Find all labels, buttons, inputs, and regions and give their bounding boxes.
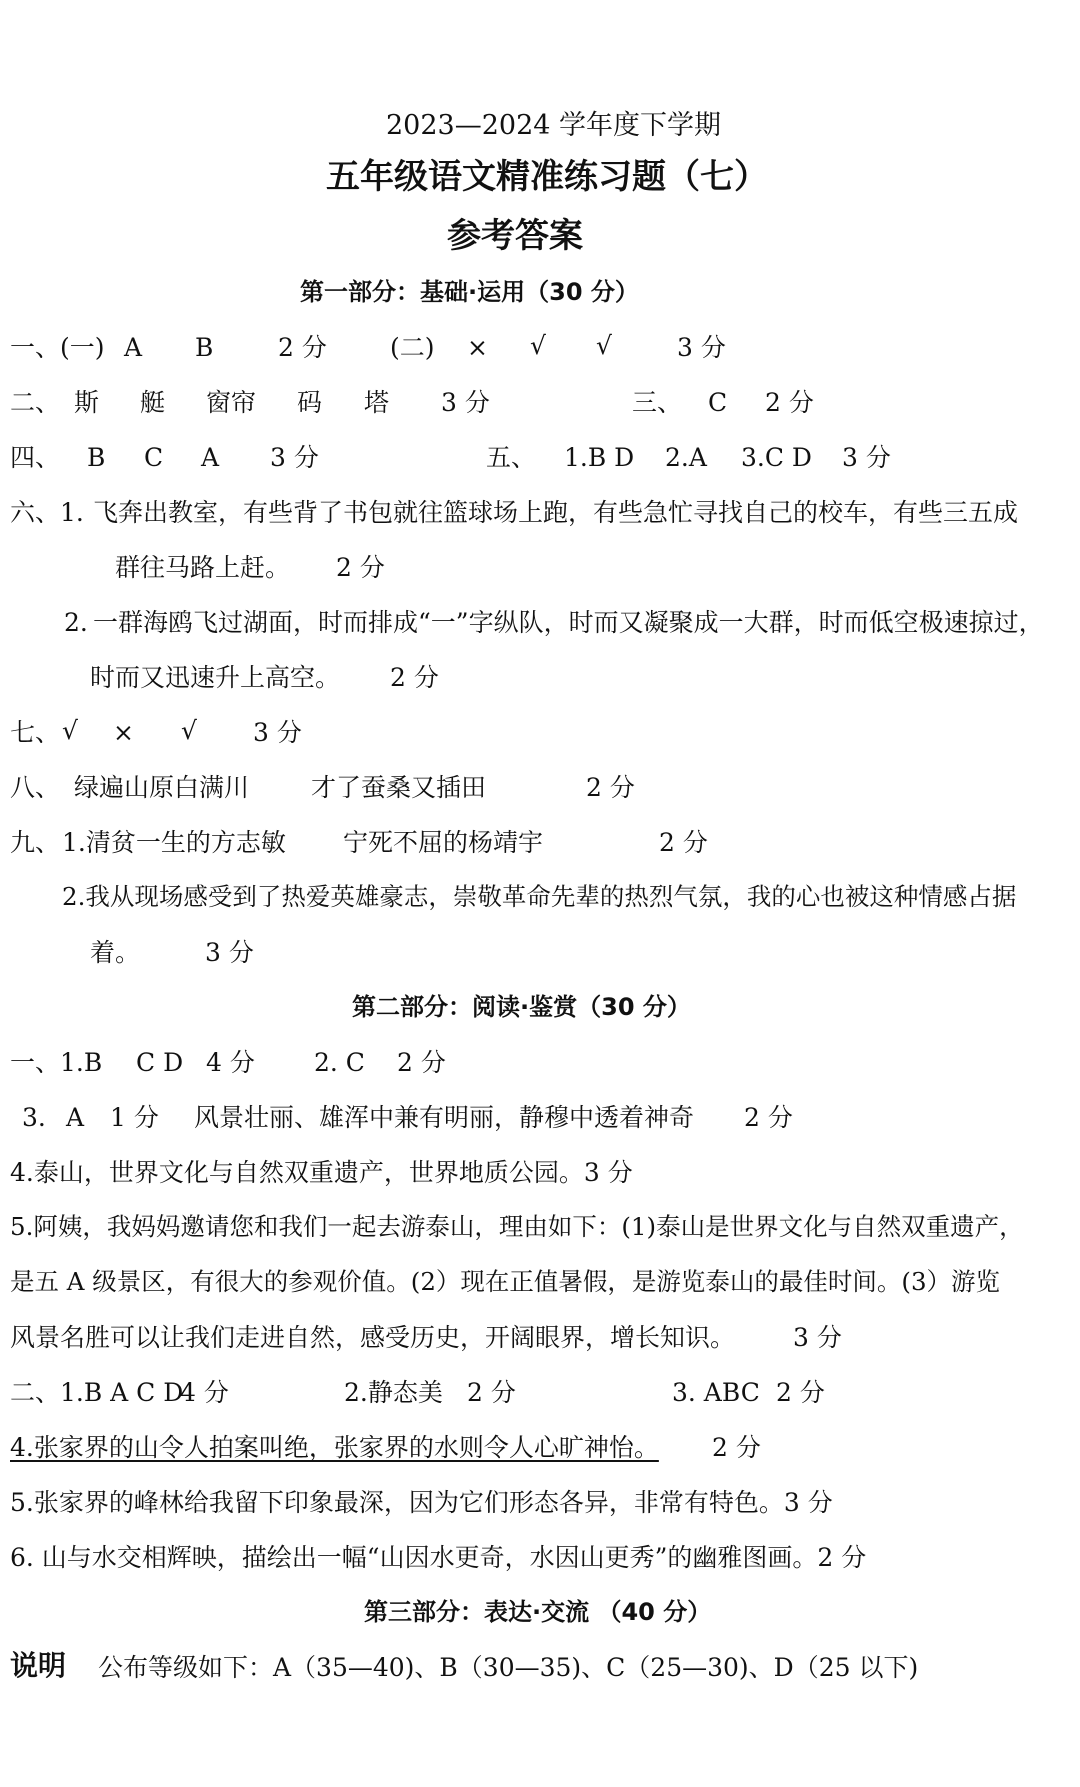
q9-score-2: 3 分 [205,938,254,967]
q2-word-5: 塔 [364,388,390,417]
q9-answer-1: 1.清贫一生的方志敏 [62,828,286,857]
q1-sub2-label: (二) [390,333,435,362]
q9-line-2: 着。 [90,938,141,967]
note-text: 公布等级如下：A（35—40)、B（30—35)、C（25—30)、D（25 以下) [98,1653,919,1682]
r2-answer-text: 风景壮丽、雄浑中兼有明丽，静穆中透着神奇 [194,1103,695,1132]
q1-mark-1: × [467,333,488,362]
q5-score: 3 分 [842,443,891,472]
page-title: 五年级语文精准练习题（七） [326,157,768,197]
r2-score-1: 1 分 [110,1103,159,1132]
r5-answer-1: 二、1.B A C D [10,1378,184,1407]
q6-line-1: 飞奔出教室，有些背了书包就往篮球场上跑，有些急忙寻找自己的校车，有些三五成 [93,498,1019,527]
q4-answer-2: C [144,443,164,472]
q4-label: 四、 [10,443,61,472]
q7-mark-1: √ [62,716,78,745]
q1-label: 一、(一) [10,333,105,362]
q7-label: 七、 [10,718,61,747]
q1-mark-2: √ [530,331,546,360]
r5-score-1: 4 分 [180,1378,229,1407]
r6-answer: 4.张家界的山令人拍案叫绝，张家界的水则令人心旷神怡。 [10,1433,659,1462]
r7-line: 5.张家界的峰林给我留下印象最深，因为它们形态各异，非常有特色。3 分 [10,1488,833,1517]
q6-score-1: 2 分 [336,553,385,582]
q9-line-1: 2.我从现场感受到了热爱英雄豪志，崇敬革命先辈的热烈气氛，我的心也被这种情感占据 [62,882,1017,911]
q7-mark-2: × [113,718,134,747]
q6-line-4: 时而又迅速升上高空。 [90,663,341,692]
r5-answer-2: 2.静态美 [344,1378,443,1407]
q2-word-1: 斯 [74,388,100,417]
r5-answer-3: 3. ABC [672,1378,760,1407]
part2-heading: 第二部分：阅读·鉴赏（30 分） [352,993,691,1021]
q6-line-2: 群往马路上赶。 [115,553,291,582]
r1-label: 一、1.B [10,1048,103,1077]
part3-heading: 第三部分：表达·交流 （40 分） [364,1598,712,1626]
q1-answer-a: A [124,333,143,362]
q3-answer: C [708,388,728,417]
q4-score: 3 分 [270,443,319,472]
q7-score: 3 分 [253,718,302,747]
q4-answer-1: B [87,443,106,472]
q6-label-2: 2. [64,608,88,637]
r2-number: 3. [22,1103,46,1132]
q6-label: 六、1. [10,498,84,527]
r1-score-2: 2 分 [397,1048,446,1077]
q2-word-3: 窗帘 [206,388,257,417]
q1-answer-b: B [195,333,214,362]
r4-line-2: 是五 A 级景区，有很大的参观价值。(2）现在正值暑假，是游览泰山的最佳时间。(3）游览 [10,1267,1001,1296]
r2-score-2: 2 分 [744,1103,793,1132]
q2-word-2: 艇 [140,388,166,417]
q9-label: 九、 [10,828,61,857]
q8-label: 八、 [10,773,61,802]
note-label: 说明 [10,1649,67,1682]
q5-label: 五、 [486,443,537,472]
q3-score: 2 分 [765,388,814,417]
r5-score-3: 2 分 [776,1378,825,1407]
r4-score: 3 分 [793,1323,842,1352]
q2-label: 二、 [10,388,61,417]
r6-score: 2 分 [712,1433,761,1462]
q2-score: 3 分 [441,388,490,417]
q9-score-1: 2 分 [659,828,708,857]
q8-answer-1: 绿遍山原白满川 [74,773,250,802]
r1-answer-2: C D [136,1048,184,1077]
q1-mark-3: √ [596,331,612,360]
q5-answer-2: 2.A [665,443,707,472]
r1-answer-3: 2. C [314,1048,365,1077]
q7-mark-3: √ [181,716,197,745]
q1-score-1: 2 分 [278,333,327,362]
r3-line: 4.泰山，世界文化与自然双重遗产，世界地质公园。3 分 [10,1158,633,1187]
part1-heading: 第一部分：基础·运用（30 分） [300,278,639,306]
page-subtitle: 参考答案 [447,216,583,256]
q6-line-3: 一群海鸥飞过湖面，时而排成“一”字纵队，时而又凝聚成一大群，时而低空极速掠过， [93,608,1044,637]
q6-score-2: 2 分 [390,663,439,692]
r4-line-1: 5.阿姨，我妈妈邀请您和我们一起去游泰山，理由如下：(1)泰山是世界文化与自然双重遗产， [10,1212,1024,1241]
r4-line-3: 风景名胜可以让我们走进自然，感受历史，开阔眼界，增长知识。 [10,1323,736,1352]
r8-line: 6. 山与水交相辉映，描绘出一幅“山因水更奇，水因山更秀”的幽雅图画。2 分 [10,1543,867,1572]
q8-answer-2: 才了蚕桑又插田 [311,773,487,802]
q2-word-4: 码 [297,388,323,417]
q1-score-2: 3 分 [677,333,726,362]
q3-label: 三、 [632,388,683,417]
q4-answer-3: A [201,443,220,472]
r5-score-2: 2 分 [467,1378,516,1407]
r1-score-1: 4 分 [206,1048,255,1077]
q9-answer-2: 宁死不屈的杨靖宇 [343,828,544,857]
school-year: 2023—2024 学年度下学期 [386,110,722,141]
q5-answer-1: 1.B D [564,443,635,472]
q5-answer-3: 3.C D [741,443,812,472]
r2-answer: A [66,1103,85,1132]
q8-score: 2 分 [586,773,635,802]
